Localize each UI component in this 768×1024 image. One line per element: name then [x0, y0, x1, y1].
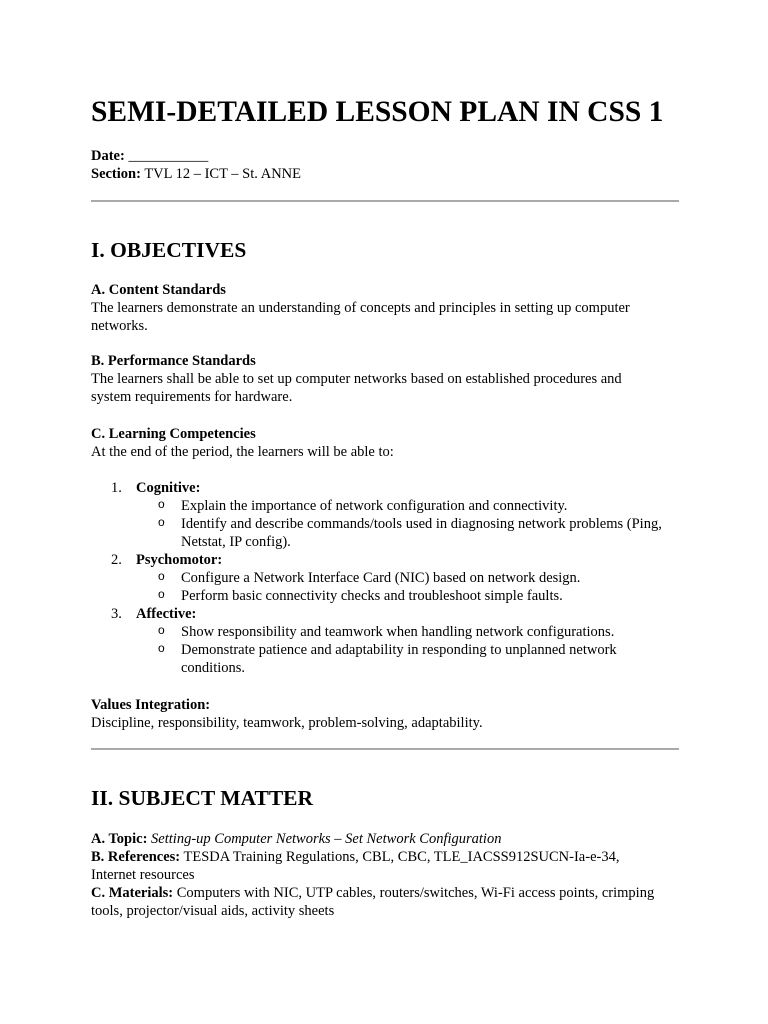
section-line [91, 165, 301, 183]
bullet-marker: o [158, 587, 165, 601]
section-label: Section: [91, 166, 141, 182]
references-value: TESDA Training Regulations, CBL, CBC, TLE_IACSS912SUCN-Ia-e-34, [183, 849, 620, 865]
materials-label: C. Materials: [91, 885, 174, 901]
materials-line [91, 884, 681, 902]
bullet-marker: o [158, 641, 165, 655]
list-item [91, 479, 681, 497]
learning-competencies-heading: C. Learning Competencies [91, 426, 256, 442]
bullet-text: Configure a Network Interface Card (NIC) based on network design. [181, 570, 581, 586]
bullet-marker: o [158, 623, 165, 637]
references-label: B. References: [91, 849, 181, 865]
divider [91, 200, 679, 202]
list-item [91, 605, 681, 623]
bullet-text: Identify and describe commands/tools used in diagnosing network problems (Ping, Netstat, IP config). [181, 516, 662, 550]
performance-standards-text: system requirements for hardware. [91, 389, 293, 405]
objectives-heading: I. OBJECTIVES [91, 238, 247, 262]
performance-standards-heading: B. Performance Standards [91, 353, 256, 369]
content-standards-heading: A. Content Standards [91, 282, 226, 298]
competency-list [91, 479, 681, 677]
bullet-item [91, 515, 681, 551]
performance-standards [91, 352, 681, 406]
bullet-item [91, 569, 681, 587]
date-label: Date: [91, 148, 125, 164]
values-integration [91, 696, 681, 732]
bullet-text: Explain the importance of network configuration and connectivity. [181, 498, 568, 514]
materials-value: Computers with NIC, UTP cables, routers/switches, Wi-Fi access points, crimping [176, 885, 655, 901]
references-line [91, 848, 681, 866]
values-integration-heading: Values Integration: [91, 697, 211, 713]
domain-label: Psychomotor: [136, 552, 223, 568]
values-integration-text: Discipline, responsibility, teamwork, problem-solving, adaptability. [91, 715, 483, 731]
topic-value: Setting-up Computer Networks – Set Network Configuration [151, 831, 502, 847]
document-meta [91, 147, 301, 183]
learning-competencies-intro: At the end of the period, the learners will be able to: [91, 444, 394, 460]
bullet-text: Perform basic connectivity checks and troubleshoot simple faults. [181, 588, 563, 604]
bullet-text: Demonstrate patience and adaptability in responding to unplanned network conditions. [181, 642, 617, 676]
list-number: 2. [111, 552, 122, 568]
learning-competencies [91, 425, 681, 461]
list-number: 1. [111, 480, 122, 496]
divider [91, 748, 679, 750]
date-line [91, 147, 301, 165]
document-title: SEMI-DETAILED LESSON PLAN IN CSS 1 [91, 96, 664, 128]
bullet-marker: o [158, 515, 165, 529]
performance-standards-text: The learners shall be able to set up computer networks based on established procedures and [91, 371, 622, 387]
content-standards-text: networks. [91, 318, 148, 334]
list-number: 3. [111, 606, 122, 622]
section-value: TVL 12 – ICT – St. ANNE [144, 166, 301, 182]
content-standards [91, 281, 681, 335]
bullet-item [91, 641, 681, 677]
bullet-item [91, 587, 681, 605]
references-value: Internet resources [91, 867, 195, 883]
topic-line [91, 830, 681, 848]
subject-matter-details [91, 830, 681, 920]
list-item [91, 551, 681, 569]
bullet-item [91, 623, 681, 641]
topic-label: A. Topic: [91, 831, 148, 847]
content-standards-text: The learners demonstrate an understanding of concepts and principles in setting up computer [91, 300, 630, 316]
subject-matter-heading: II. SUBJECT MATTER [91, 786, 314, 810]
domain-label: Affective: [136, 606, 197, 622]
domain-label: Cognitive: [136, 480, 201, 496]
materials-value: tools, projector/visual aids, activity sheets [91, 903, 335, 919]
bullet-item [91, 497, 681, 515]
date-value: ___________ [128, 148, 209, 164]
bullet-marker: o [158, 569, 165, 583]
bullet-text: Show responsibility and teamwork when handling network configurations. [181, 624, 615, 640]
bullet-marker: o [158, 497, 165, 511]
